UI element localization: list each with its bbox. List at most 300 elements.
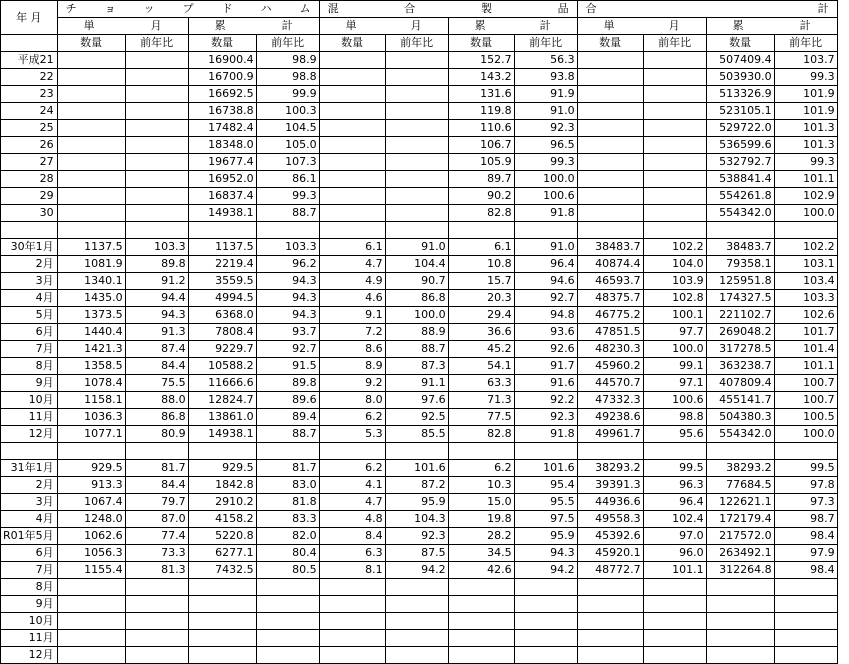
yoy-ratio-cell: 94.3: [514, 545, 577, 562]
quantity-cell: [57, 205, 125, 222]
group-header-char: 合: [585, 2, 597, 15]
yoy-ratio-cell: 107.3: [256, 154, 319, 171]
table-row: [1, 630, 838, 647]
subgroup-header: [319, 18, 448, 35]
subgroup-header: [188, 18, 319, 35]
yoy-ratio-cell: 98.9: [256, 52, 319, 69]
yoy-ratio-cell: 86.1: [256, 171, 319, 188]
quantity-cell: 538841.4: [706, 171, 774, 188]
quantity-cell: 8.0: [319, 392, 385, 409]
yoy-ratio-cell: 100.0: [514, 171, 577, 188]
quantity-cell: 45920.1: [577, 545, 643, 562]
yoy-ratio-cell: 98.8: [643, 409, 706, 426]
quantity-cell: 14938.1: [188, 205, 256, 222]
quantity-cell: 143.2: [448, 69, 514, 86]
quantity-cell: 46775.2: [577, 307, 643, 324]
quantity-cell: [577, 188, 643, 205]
quantity-cell: 28.2: [448, 528, 514, 545]
yoy-ratio-cell: 96.2: [256, 256, 319, 273]
quantity-cell: 44936.6: [577, 494, 643, 511]
yoy-ratio-cell: 97.3: [774, 494, 837, 511]
yoy-ratio-cell: 93.7: [256, 324, 319, 341]
quantity-cell: [706, 630, 774, 647]
quantity-cell: 106.7: [448, 137, 514, 154]
yoy-ratio-cell: 91.6: [514, 375, 577, 392]
row-label: 9月: [1, 596, 58, 613]
yoy-ratio-cell: [643, 630, 706, 647]
quantity-cell: [57, 137, 125, 154]
row-label: 6月: [1, 324, 58, 341]
quantity-cell: 507409.4: [706, 52, 774, 69]
yoy-ratio-cell: 95.9: [385, 494, 448, 511]
yoy-ratio-cell: 98.4: [774, 528, 837, 545]
quantity-cell: 119.8: [448, 103, 514, 120]
yoy-ratio-cell: 98.8: [256, 69, 319, 86]
quantity-cell: 1440.4: [57, 324, 125, 341]
quantity-cell: 3559.5: [188, 273, 256, 290]
table-row: [1, 477, 838, 494]
yoy-ratio-cell: 93.6: [514, 324, 577, 341]
quantity-cell: 46593.7: [577, 273, 643, 290]
quantity-cell: 122621.1: [706, 494, 774, 511]
quantity-cell: 6.2: [319, 409, 385, 426]
yoy-ratio-cell: [256, 443, 319, 460]
yoy-ratio-cell: 99.3: [514, 154, 577, 171]
yoy-ratio-cell: 92.5: [385, 409, 448, 426]
quantity-cell: 6277.1: [188, 545, 256, 562]
subgroup-header-char: 単: [603, 19, 615, 32]
yoy-ratio-cell: 99.3: [774, 154, 837, 171]
quantity-cell: 1421.3: [57, 341, 125, 358]
row-label: 24: [1, 103, 58, 120]
quantity-cell: 48375.7: [577, 290, 643, 307]
quantity-cell: 7808.4: [188, 324, 256, 341]
row-label: 28: [1, 171, 58, 188]
yoy-ratio-cell: [643, 120, 706, 137]
row-label: 29: [1, 188, 58, 205]
quantity-cell: 513326.9: [706, 86, 774, 103]
quantity-cell: 13861.0: [188, 409, 256, 426]
yoy-ratio-cell: 101.4: [774, 341, 837, 358]
quantity-cell: [577, 579, 643, 596]
quantity-cell: [57, 443, 125, 460]
quantity-cell: 4.9: [319, 273, 385, 290]
row-label: 7月: [1, 562, 58, 579]
quantity-cell: 12824.7: [188, 392, 256, 409]
quantity-cell: 1067.4: [57, 494, 125, 511]
quantity-cell: [448, 443, 514, 460]
row-label: 25: [1, 120, 58, 137]
quantity-cell: 44570.7: [577, 375, 643, 392]
yoy-ratio-cell: [385, 222, 448, 239]
quantity-cell: 1077.1: [57, 426, 125, 443]
yoy-ratio-cell: [125, 137, 188, 154]
row-label: 12月: [1, 647, 58, 664]
quantity-cell: 1081.9: [57, 256, 125, 273]
yoy-ratio-cell: 104.0: [643, 256, 706, 273]
quantity-cell: [319, 205, 385, 222]
quantity-cell: 36.6: [448, 324, 514, 341]
yoy-ratio-cell: [125, 103, 188, 120]
yoy-ratio-cell: [774, 596, 837, 613]
quantity-cell: 38483.7: [577, 239, 643, 256]
quantity-cell: 15.7: [448, 273, 514, 290]
quantity-cell: [319, 120, 385, 137]
yoy-ratio-cell: 85.5: [385, 426, 448, 443]
yoy-ratio-cell: 97.0: [643, 528, 706, 545]
quantity-cell: 49558.3: [577, 511, 643, 528]
table-row: [1, 358, 838, 375]
quantity-cell: 172179.4: [706, 511, 774, 528]
quantity-cell: 10.8: [448, 256, 514, 273]
quantity-cell: 1078.4: [57, 375, 125, 392]
quantity-cell: [319, 69, 385, 86]
quantity-cell: 5220.8: [188, 528, 256, 545]
quantity-cell: [577, 86, 643, 103]
column-header: 前年比: [643, 35, 706, 52]
yoy-ratio-cell: 96.5: [514, 137, 577, 154]
row-label: 30年1月: [1, 239, 58, 256]
subgroup-header-char: 単: [83, 19, 95, 32]
quantity-cell: [188, 579, 256, 596]
quantity-cell: 929.5: [188, 460, 256, 477]
quantity-cell: 312264.8: [706, 562, 774, 579]
yoy-ratio-cell: [125, 579, 188, 596]
table-row: [1, 239, 838, 256]
yoy-ratio-cell: 96.0: [643, 545, 706, 562]
quantity-cell: 16700.9: [188, 69, 256, 86]
table-row: [1, 392, 838, 409]
quantity-cell: 1137.5: [188, 239, 256, 256]
row-label: 12月: [1, 426, 58, 443]
yoy-ratio-cell: 102.6: [774, 307, 837, 324]
subgroup-header-char: 累: [732, 19, 744, 32]
quantity-cell: 38483.7: [706, 239, 774, 256]
yoy-ratio-cell: 94.2: [514, 562, 577, 579]
row-label: 10月: [1, 613, 58, 630]
yoy-ratio-cell: 94.8: [514, 307, 577, 324]
yoy-ratio-cell: [514, 647, 577, 664]
yoy-ratio-cell: 101.7: [774, 324, 837, 341]
yoy-ratio-cell: 95.5: [514, 494, 577, 511]
yoy-ratio-cell: [514, 222, 577, 239]
yoy-ratio-cell: 83.0: [256, 477, 319, 494]
quantity-cell: 9.2: [319, 375, 385, 392]
yoy-ratio-cell: 95.6: [643, 426, 706, 443]
quantity-cell: 6368.0: [188, 307, 256, 324]
table-row: [1, 562, 838, 579]
column-header: 前年比: [256, 35, 319, 52]
row-label: 11月: [1, 630, 58, 647]
yoy-ratio-cell: 87.0: [125, 511, 188, 528]
quantity-cell: [577, 630, 643, 647]
yoy-ratio-cell: 87.4: [125, 341, 188, 358]
yoy-ratio-cell: 101.9: [774, 86, 837, 103]
quantity-cell: 174327.5: [706, 290, 774, 307]
yoy-ratio-cell: 94.3: [125, 307, 188, 324]
yoy-ratio-cell: [643, 188, 706, 205]
row-label: 2月: [1, 256, 58, 273]
yoy-ratio-cell: 101.1: [643, 562, 706, 579]
quantity-cell: [577, 596, 643, 613]
subgroup-header-char: 月: [150, 19, 162, 32]
quantity-cell: 4.7: [319, 494, 385, 511]
yoy-ratio-cell: 103.9: [643, 273, 706, 290]
yoy-ratio-cell: 86.8: [385, 290, 448, 307]
quantity-cell: [57, 630, 125, 647]
yoy-ratio-cell: 101.1: [774, 358, 837, 375]
quantity-cell: [577, 69, 643, 86]
quantity-cell: [577, 103, 643, 120]
quantity-cell: [577, 171, 643, 188]
year-month-header: 年 月: [1, 1, 58, 35]
quantity-cell: 38293.2: [706, 460, 774, 477]
yoy-ratio-cell: [385, 137, 448, 154]
quantity-cell: [706, 596, 774, 613]
yoy-ratio-cell: 88.7: [256, 205, 319, 222]
yoy-ratio-cell: [774, 647, 837, 664]
yoy-ratio-cell: 99.9: [256, 86, 319, 103]
quantity-cell: [319, 222, 385, 239]
quantity-cell: [57, 188, 125, 205]
yoy-ratio-cell: 83.3: [256, 511, 319, 528]
quantity-cell: 8.4: [319, 528, 385, 545]
row-label: R01年5月: [1, 528, 58, 545]
table-row: [1, 154, 838, 171]
yoy-ratio-cell: 101.6: [514, 460, 577, 477]
quantity-cell: 2910.2: [188, 494, 256, 511]
yoy-ratio-cell: 94.3: [256, 307, 319, 324]
quantity-cell: 5.3: [319, 426, 385, 443]
yoy-ratio-cell: 84.4: [125, 477, 188, 494]
group-header-char: ド: [221, 2, 233, 15]
yoy-ratio-cell: 81.8: [256, 494, 319, 511]
group-header-char: 合: [404, 2, 416, 15]
quantity-cell: 45.2: [448, 341, 514, 358]
quantity-cell: 8.9: [319, 358, 385, 375]
quantity-cell: 77684.5: [706, 477, 774, 494]
yoy-ratio-cell: 103.3: [256, 239, 319, 256]
yoy-ratio-cell: 98.4: [774, 562, 837, 579]
yoy-ratio-cell: 96.4: [643, 494, 706, 511]
quantity-cell: 6.3: [319, 545, 385, 562]
yoy-ratio-cell: 102.4: [643, 511, 706, 528]
yoy-ratio-cell: 100.7: [774, 375, 837, 392]
yoy-ratio-cell: 89.8: [256, 375, 319, 392]
quantity-cell: 269048.2: [706, 324, 774, 341]
yoy-ratio-cell: [385, 86, 448, 103]
group-header-char: ハ: [260, 2, 272, 15]
table-row: [1, 120, 838, 137]
group-header-char: チ: [65, 2, 77, 15]
yoy-ratio-cell: 102.8: [643, 290, 706, 307]
quantity-cell: 10.3: [448, 477, 514, 494]
yoy-ratio-cell: 95.9: [514, 528, 577, 545]
yoy-ratio-cell: 91.0: [514, 103, 577, 120]
quantity-cell: 2219.4: [188, 256, 256, 273]
row-label: 4月: [1, 290, 58, 307]
quantity-cell: [319, 103, 385, 120]
yoy-ratio-cell: 94.3: [256, 290, 319, 307]
yoy-ratio-cell: [385, 52, 448, 69]
quantity-cell: 9.1: [319, 307, 385, 324]
quantity-cell: [319, 188, 385, 205]
quantity-cell: 4.1: [319, 477, 385, 494]
quantity-cell: [57, 596, 125, 613]
row-label: 9月: [1, 375, 58, 392]
quantity-cell: [577, 52, 643, 69]
table-row: [1, 205, 838, 222]
quantity-cell: 8.1: [319, 562, 385, 579]
quantity-cell: 1842.8: [188, 477, 256, 494]
quantity-cell: 11666.6: [188, 375, 256, 392]
quantity-cell: 16692.5: [188, 86, 256, 103]
yoy-ratio-cell: 92.3: [385, 528, 448, 545]
column-header: 前年比: [125, 35, 188, 52]
yoy-ratio-cell: [385, 647, 448, 664]
yoy-ratio-cell: [125, 171, 188, 188]
quantity-cell: [57, 69, 125, 86]
quantity-cell: [319, 154, 385, 171]
group-header-char: ム: [299, 2, 311, 15]
yoy-ratio-cell: [514, 596, 577, 613]
yoy-ratio-cell: 100.6: [643, 392, 706, 409]
quantity-cell: 1036.3: [57, 409, 125, 426]
quantity-cell: 110.6: [448, 120, 514, 137]
quantity-cell: 18348.0: [188, 137, 256, 154]
subgroup-header-char: 計: [799, 19, 811, 32]
column-header: 数量: [448, 35, 514, 52]
quantity-cell: 125951.8: [706, 273, 774, 290]
group-header-char: プ: [182, 2, 194, 15]
quantity-cell: 6.1: [448, 239, 514, 256]
table-row: [1, 426, 838, 443]
yoy-ratio-cell: [643, 154, 706, 171]
yoy-ratio-cell: 91.8: [514, 426, 577, 443]
quantity-cell: [319, 171, 385, 188]
yoy-ratio-cell: 75.5: [125, 375, 188, 392]
quantity-cell: [319, 630, 385, 647]
yoy-ratio-cell: [385, 154, 448, 171]
yoy-ratio-cell: 100.0: [774, 205, 837, 222]
yoy-ratio-cell: 97.5: [514, 511, 577, 528]
yoy-ratio-cell: 100.0: [774, 426, 837, 443]
quantity-cell: [448, 596, 514, 613]
yoy-ratio-cell: 89.4: [256, 409, 319, 426]
yoy-ratio-cell: [643, 171, 706, 188]
yoy-ratio-cell: 91.0: [514, 239, 577, 256]
yoy-ratio-cell: [256, 222, 319, 239]
quantity-cell: 221102.7: [706, 307, 774, 324]
quantity-cell: 1373.5: [57, 307, 125, 324]
quantity-cell: 38293.2: [577, 460, 643, 477]
quantity-cell: 54.1: [448, 358, 514, 375]
yoy-ratio-cell: 97.6: [385, 392, 448, 409]
quantity-cell: 48230.3: [577, 341, 643, 358]
quantity-cell: 10588.2: [188, 358, 256, 375]
yoy-ratio-cell: 93.8: [514, 69, 577, 86]
table-row: [1, 460, 838, 477]
yoy-ratio-cell: 88.9: [385, 324, 448, 341]
quantity-cell: 9229.7: [188, 341, 256, 358]
yoy-ratio-cell: 102.9: [774, 188, 837, 205]
table-row: [1, 256, 838, 273]
yoy-ratio-cell: 99.3: [774, 69, 837, 86]
row-label: [1, 443, 58, 460]
quantity-cell: 6.1: [319, 239, 385, 256]
table-row: [1, 171, 838, 188]
quantity-cell: [188, 222, 256, 239]
quantity-cell: [319, 137, 385, 154]
yoy-ratio-cell: [385, 103, 448, 120]
quantity-cell: 6.2: [319, 460, 385, 477]
row-label: 10月: [1, 392, 58, 409]
yoy-ratio-cell: [125, 443, 188, 460]
subgroup-header-char: 計: [539, 19, 551, 32]
quantity-cell: 554342.0: [706, 205, 774, 222]
table-row: [1, 52, 838, 69]
quantity-cell: [706, 222, 774, 239]
yoy-ratio-cell: [643, 205, 706, 222]
yoy-ratio-cell: 101.9: [774, 103, 837, 120]
quantity-cell: 504380.3: [706, 409, 774, 426]
quantity-cell: 4.7: [319, 256, 385, 273]
quantity-cell: 317278.5: [706, 341, 774, 358]
yoy-ratio-cell: 73.3: [125, 545, 188, 562]
yoy-ratio-cell: [643, 647, 706, 664]
yoy-ratio-cell: [774, 579, 837, 596]
table-row: [1, 528, 838, 545]
quantity-cell: 16900.4: [188, 52, 256, 69]
yoy-ratio-cell: 100.0: [643, 341, 706, 358]
subgroup-header: [57, 18, 188, 35]
quantity-cell: 1137.5: [57, 239, 125, 256]
yoy-ratio-cell: 92.7: [514, 290, 577, 307]
row-label: [1, 222, 58, 239]
quantity-cell: 554261.8: [706, 188, 774, 205]
yoy-ratio-cell: 77.4: [125, 528, 188, 545]
table-row: [1, 324, 838, 341]
row-label: 23: [1, 86, 58, 103]
yoy-ratio-cell: [256, 579, 319, 596]
yoy-ratio-cell: [256, 596, 319, 613]
quantity-cell: [577, 120, 643, 137]
yoy-ratio-cell: 92.2: [514, 392, 577, 409]
yoy-ratio-cell: 87.5: [385, 545, 448, 562]
yoy-ratio-cell: 94.2: [385, 562, 448, 579]
quantity-cell: 48772.7: [577, 562, 643, 579]
quantity-cell: 363238.7: [706, 358, 774, 375]
quantity-cell: [188, 630, 256, 647]
yoy-ratio-cell: [385, 579, 448, 596]
quantity-cell: [188, 443, 256, 460]
row-label: 31年1月: [1, 460, 58, 477]
yoy-ratio-cell: [385, 205, 448, 222]
quantity-cell: 131.6: [448, 86, 514, 103]
quantity-cell: [706, 443, 774, 460]
yoy-ratio-cell: 97.7: [643, 324, 706, 341]
yoy-ratio-cell: 100.7: [774, 392, 837, 409]
quantity-cell: 19677.4: [188, 154, 256, 171]
yoy-ratio-cell: 97.9: [774, 545, 837, 562]
yoy-ratio-cell: [643, 579, 706, 596]
quantity-cell: 929.5: [57, 460, 125, 477]
quantity-cell: 1158.1: [57, 392, 125, 409]
yoy-ratio-cell: 87.2: [385, 477, 448, 494]
quantity-cell: [319, 596, 385, 613]
yoy-ratio-cell: 105.0: [256, 137, 319, 154]
table-row: [1, 375, 838, 392]
